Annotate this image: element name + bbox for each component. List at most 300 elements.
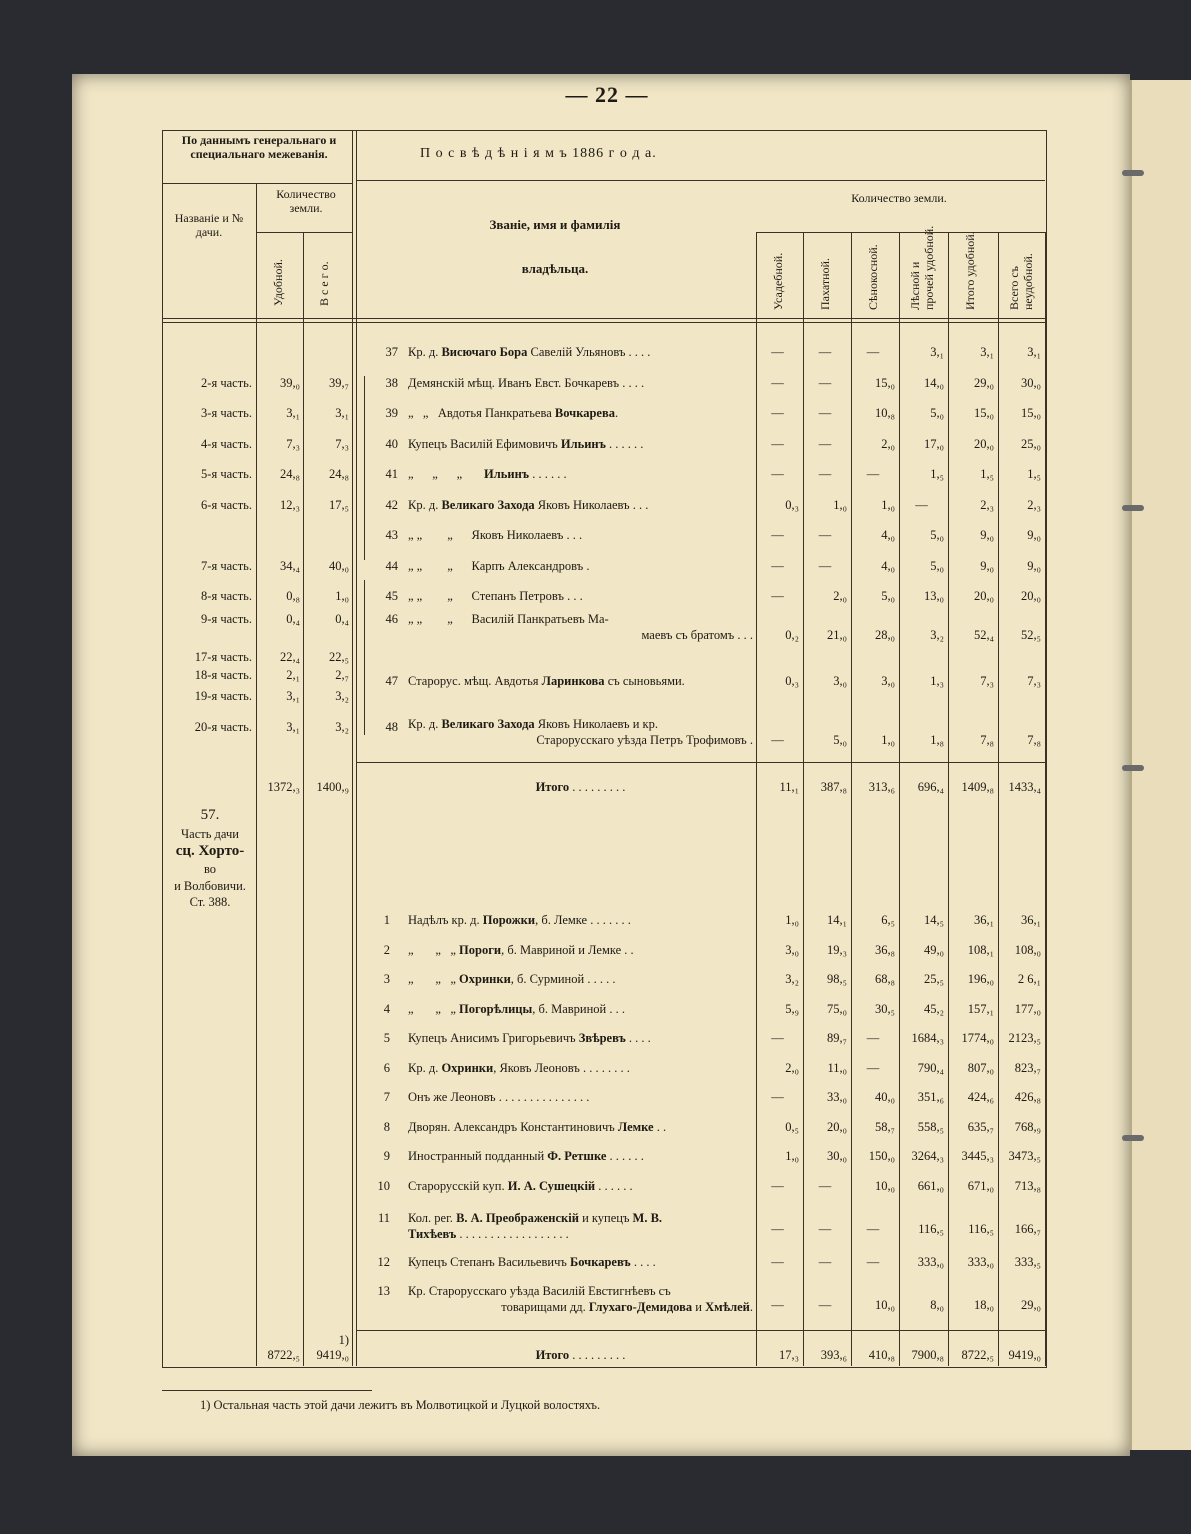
value-c5: 29,₀ [974, 375, 994, 390]
value-c2: 89,₇ [827, 1031, 847, 1045]
value-c5: 36,₁ [974, 913, 994, 927]
value-c5: 807,₀ [967, 1060, 994, 1075]
value-c6: 29,₀ [1021, 1298, 1041, 1312]
vsego-value: 3,₁ [335, 406, 349, 420]
value-c6: 768,₉ [1014, 1119, 1041, 1134]
value-c1: — [771, 1222, 784, 1236]
value-c3: 4,₀ [881, 558, 895, 573]
owner-name: Старорусскаго уѣзда Петръ Трофимовъ . [536, 733, 753, 747]
owner-name: Купецъ Степанъ Васильевичъ Бочкаревъ . . . . [408, 1255, 656, 1269]
value-c4: 13,₀ [924, 589, 944, 603]
vsego-value: 17,₅ [329, 497, 349, 512]
vsego-total: 9419,₀ [316, 1348, 349, 1362]
value-c4: — [915, 497, 928, 512]
row-number: 40 [385, 436, 398, 451]
value-c3: — [866, 467, 880, 481]
value-c2: 75,₀ [827, 1001, 847, 1016]
dacha-number: 57. [200, 807, 220, 823]
owner-name: Кр. д. Висючаго Бора Савелій Ульяновъ . . . . [408, 345, 651, 359]
value-c6: 1433,₄ [1008, 780, 1041, 794]
value-c5: 20,₀ [974, 436, 994, 451]
value-c4: 8,₀ [930, 1298, 944, 1312]
row-number: 1 [383, 913, 390, 927]
row-number: 5 [383, 1031, 390, 1045]
row-rule [162, 322, 1045, 323]
value-c5: 1409,₈ [961, 780, 994, 794]
value-c5: 7,₃ [980, 674, 994, 688]
value-c5: 2,₃ [980, 497, 994, 512]
value-c3: 10,₀ [875, 1178, 895, 1193]
value-c3: 3,₀ [881, 674, 895, 688]
value-c6: 9,₀ [1027, 558, 1041, 573]
row-rule [256, 232, 352, 233]
row-number: 10 [377, 1178, 390, 1193]
column-rule [803, 232, 804, 1366]
udobnoi-value: 12,₃ [280, 497, 300, 512]
owner-name: Онъ же Леоновъ . . . . . . . . . . . . . . . [408, 1090, 590, 1104]
udobnoi-total: 8722,₅ [267, 1348, 300, 1362]
part-label: 5-я часть. [201, 467, 252, 481]
header-vsego: В с е г о. [317, 261, 331, 306]
value-c1: — [771, 558, 784, 573]
value-c2: — [818, 375, 832, 390]
column-rule [851, 232, 852, 1366]
value-c6: 9419,₀ [1008, 1348, 1041, 1362]
value-c5: 15,₀ [974, 406, 994, 420]
value-c1: — [771, 1255, 784, 1269]
value-c4: 5,₀ [930, 406, 944, 420]
value-c1: 2,₀ [785, 1060, 799, 1075]
value-c4: 3,₁ [930, 345, 944, 359]
value-c4: 116,₅ [918, 1222, 944, 1236]
value-c6: 25,₀ [1021, 436, 1041, 451]
owner-name: Демянскій мѣщ. Иванъ Евст. Бочкаревъ . . . . [408, 375, 645, 390]
owner-name: „ „ „ Охринки, б. Сурминой . . . . . [408, 972, 616, 986]
value-c5: 424,₆ [967, 1090, 994, 1104]
value-c1: 1,₀ [785, 913, 799, 927]
value-c3: 1,₀ [881, 497, 895, 512]
value-c1: — [771, 589, 784, 603]
value-c6: 15,₀ [1021, 406, 1041, 420]
value-c4: 7900,₈ [911, 1348, 944, 1362]
footnote: 1) Остальная часть этой дачи лежитъ въ Молвотицкой и Луцкой волостяхъ. [200, 1398, 601, 1412]
row-number: 13 [377, 1284, 390, 1298]
owner-name: „ „ „ Ильинъ . . . . . . [408, 467, 567, 481]
part-label: 6-я часть. [201, 497, 252, 512]
value-c2: 11,₀ [827, 1060, 847, 1075]
value-c3: — [866, 1031, 880, 1045]
value-c4: 1,₃ [930, 674, 944, 688]
value-c5: 18,₀ [974, 1298, 994, 1312]
column-header-line: Всего съ [1007, 266, 1021, 310]
value-c2: 2,₀ [833, 589, 847, 603]
value-c2: 19,₃ [827, 942, 847, 957]
value-c4: 333,₀ [917, 1255, 944, 1269]
total-label: Итого . . . . . . . . . [535, 780, 626, 794]
value-c2: — [818, 558, 832, 573]
value-c1: — [771, 733, 784, 747]
row-number: 42 [385, 497, 398, 512]
owner-name: Купецъ Василій Ефимовичъ Ильинъ . . . . . . [408, 436, 644, 451]
value-c1: — [771, 436, 784, 451]
owner-name: Старорус. мѣщ. Авдотья Ларинкова съ сыновьями. [408, 674, 685, 688]
column-rule [899, 232, 900, 1366]
binding-stitch [1122, 505, 1144, 511]
owner-name: „ „ „ Пороги, б. Мавриной и Лемке . . [408, 942, 634, 957]
value-c5: 52,₄ [974, 628, 994, 642]
owner-name: „ „ „ Карпъ Александровъ . [408, 558, 590, 573]
value-c4: 351,₆ [917, 1090, 944, 1104]
vsego-value: 40,₀ [329, 558, 349, 573]
value-c1: — [771, 1298, 784, 1312]
value-c1: 0,₂ [785, 628, 799, 642]
vsego-value: 3,₂ [335, 689, 349, 703]
value-c3: 150,₀ [868, 1149, 895, 1163]
value-c5: 635,₇ [967, 1119, 994, 1134]
value-c2: — [818, 1255, 832, 1269]
value-c1: — [771, 1031, 784, 1045]
value-c6: 36,₁ [1021, 913, 1041, 927]
value-c3: 36,₈ [875, 942, 895, 957]
column-header [867, 244, 881, 310]
row-number: 43 [385, 528, 398, 542]
udobnoi-value: 2,₁ [286, 668, 300, 682]
value-c4: 661,₀ [917, 1178, 944, 1193]
column-header [772, 253, 786, 310]
binding-stitch [1122, 1135, 1144, 1141]
vsego-value: 0,₄ [335, 612, 349, 626]
value-c6: 713,₈ [1014, 1178, 1041, 1193]
value-c2: — [818, 345, 832, 359]
value-c3: 410,₈ [868, 1348, 895, 1362]
udobnoi-value: 24,₈ [280, 467, 300, 481]
value-c3: 313,₆ [868, 780, 895, 794]
value-c3: 40,₀ [875, 1090, 895, 1104]
value-c3: 68,₈ [875, 972, 895, 986]
footnote-mark: 1) [338, 1333, 349, 1347]
row-number: 37 [385, 345, 398, 359]
value-c3: 30,₅ [875, 1001, 895, 1016]
value-c4: 790,₄ [917, 1060, 944, 1075]
value-c2: — [818, 406, 832, 420]
owner-name: товарищами дд. Глухаго-Демидова и Хмѣлей. [501, 1300, 753, 1314]
udobnoi-value: 0,₄ [286, 612, 300, 626]
header-qty-land-2: Количество земли. [851, 191, 947, 205]
row-number: 8 [383, 1119, 390, 1134]
row-number: 11 [377, 1211, 390, 1225]
owner-name: Надѣлъ кр. д. Порожки, б. Лемке . . . . . . . [408, 913, 631, 927]
value-c2: 393,₆ [820, 1348, 847, 1362]
column-header-line: Сѣнокосной. [866, 244, 880, 310]
footnote-rule [162, 1390, 372, 1391]
column-header-line: Усадебной. [771, 252, 785, 310]
value-c6: 333,₅ [1014, 1255, 1041, 1269]
value-c1: — [771, 528, 784, 542]
owner-name: „ „ „ Василій Панкратьевъ Ма- [408, 612, 609, 626]
vsego-value: 1,₀ [335, 589, 349, 603]
row-number: 38 [385, 375, 398, 390]
value-c3: 10,₀ [875, 1298, 895, 1312]
value-c1: 0,₅ [785, 1119, 799, 1134]
value-c5: 3,₁ [980, 345, 994, 359]
value-c6: 7,₃ [1027, 674, 1041, 688]
value-c3: — [866, 1222, 880, 1236]
row-rule [162, 318, 1045, 319]
owner-name: Купецъ Анисимъ Григорьевичъ Звѣревъ . . . . [408, 1031, 651, 1045]
value-c2: — [818, 1298, 832, 1312]
owner-name: маевъ съ братомъ . . . [641, 628, 753, 642]
row-rule [356, 180, 1045, 181]
value-c3: 5,₀ [881, 589, 895, 603]
value-c6: 2 6,₁ [1017, 972, 1041, 986]
value-c1: 5,₉ [785, 1001, 799, 1016]
owner-name: Кр. д. Великаго Захода Яковъ Николаевъ и кр. [408, 717, 659, 731]
owner-name: Тихѣевъ . . . . . . . . . . . . . . . . . . [408, 1227, 569, 1241]
value-c2: — [818, 1178, 832, 1193]
column-rule [1045, 232, 1046, 1366]
row-rule [356, 762, 1045, 763]
row-number: 12 [377, 1255, 390, 1269]
udobnoi-total: 1372,₃ [267, 780, 300, 794]
column-rule [948, 232, 949, 1366]
value-c2: — [818, 528, 832, 542]
value-c6: 2,₃ [1027, 497, 1041, 512]
row-number: 39 [385, 406, 398, 420]
value-c5: 1,₅ [980, 467, 994, 481]
row-number: 44 [385, 558, 398, 573]
udobnoi-value: 34,₄ [280, 558, 300, 573]
value-c5: 333,₀ [967, 1255, 994, 1269]
vsego-value: 39,₇ [329, 375, 349, 390]
row-rule [162, 183, 352, 184]
dacha-line: Часть дачи [181, 826, 239, 841]
value-c5: 196,₀ [967, 972, 994, 986]
value-c3: 15,₀ [875, 375, 895, 390]
header-udobnoi: Удобной. [271, 259, 285, 306]
column-header [964, 231, 978, 310]
value-c4: 17,₀ [924, 436, 944, 451]
column-header-line: Итого удобной. [963, 231, 977, 310]
row-rule [356, 1330, 1045, 1331]
value-c4: 25,₅ [924, 972, 944, 986]
value-c2: 98,₅ [827, 972, 847, 986]
column-rule [303, 232, 304, 1366]
value-c6: 108,₀ [1014, 942, 1041, 957]
value-c1: 3,₀ [785, 942, 799, 957]
value-c2: 20,₀ [827, 1119, 847, 1134]
value-c5: 9,₀ [980, 528, 994, 542]
value-c3: — [866, 1060, 880, 1075]
dacha-line: и Волбовичи. [174, 878, 246, 893]
value-c2: 14,₁ [827, 913, 847, 927]
vsego-value: 7,₃ [335, 436, 349, 451]
value-c5: 1774,₀ [961, 1031, 994, 1045]
value-c4: 5,₀ [930, 558, 944, 573]
part-label: 4-я часть. [201, 436, 252, 451]
row-number: 2 [383, 942, 390, 957]
value-c6: 3,₁ [1027, 345, 1041, 359]
row-number: 7 [383, 1090, 390, 1104]
value-c4: 14,₀ [924, 375, 944, 390]
value-c4: 1684,₃ [911, 1031, 944, 1045]
value-c1: — [771, 375, 784, 390]
value-c3: 6,₅ [881, 913, 895, 927]
column-header-line: Пахатной. [818, 258, 832, 310]
value-c4: 45,₂ [924, 1001, 944, 1016]
dacha-57-label [164, 806, 256, 910]
value-c1: 3,₂ [785, 972, 799, 986]
value-c1: — [771, 1090, 784, 1104]
value-c3: — [866, 345, 880, 359]
vsego-total: 1400,₉ [316, 780, 349, 794]
part-label: 18-я часть. [194, 668, 252, 682]
value-c4: 3264,₃ [911, 1149, 944, 1163]
value-c6: 3473,₅ [1008, 1149, 1041, 1163]
owner-name: Дворян. Александръ Константиновичъ Лемке . . [408, 1119, 667, 1134]
vsego-value: 24,₈ [329, 467, 349, 481]
value-c3: 4,₀ [881, 528, 895, 542]
row-number: 4 [383, 1001, 390, 1016]
part-label: 7-я часть. [201, 558, 252, 573]
value-c3: — [866, 1255, 880, 1269]
value-c5: 116,₅ [968, 1222, 994, 1236]
value-c2: 5,₀ [833, 733, 847, 747]
value-c4: 49,₀ [924, 942, 944, 957]
owner-name: „ „ „ Яковъ Николаевъ . . . [408, 528, 583, 542]
row-rule [756, 232, 1045, 233]
value-c6: 7,₈ [1027, 733, 1041, 747]
value-c1: — [771, 1178, 784, 1193]
value-c2: — [818, 1222, 832, 1236]
value-c4: 14,₅ [924, 913, 944, 927]
value-c2: 3,₀ [833, 674, 847, 688]
column-header [1008, 253, 1036, 310]
column-header-line: прочей удобной. [921, 225, 936, 310]
value-c3: 10,₈ [875, 406, 895, 420]
value-c2: 30,₀ [827, 1149, 847, 1163]
owner-name: Старорусскій куп. И. А. Сушецкій . . . . . . [408, 1178, 633, 1193]
column-header [819, 258, 833, 310]
value-c1: 1,₀ [785, 1149, 799, 1163]
udobnoi-value: 3,₁ [286, 720, 300, 734]
dacha-line: сц. Хорто- [175, 842, 245, 859]
udobnoi-value: 0,₈ [286, 589, 300, 603]
owner-name: Кол. рег. В. А. Преображенскій и купецъ М. В. [408, 1211, 663, 1225]
column-rule [756, 232, 757, 1366]
column-rule [256, 183, 257, 1366]
value-c4: 696,₄ [917, 780, 944, 794]
value-c2: — [818, 436, 832, 451]
udobnoi-value: 39,₀ [280, 375, 300, 390]
value-c1: 11,₁ [779, 780, 799, 794]
value-c4: 1,₈ [930, 733, 944, 747]
dacha-line: Ст. 388. [189, 894, 231, 909]
value-c6: 426,₈ [1014, 1090, 1041, 1104]
value-c6: 823,₇ [1014, 1060, 1041, 1075]
value-c1: 0,₃ [785, 674, 799, 688]
value-c1: — [771, 345, 784, 359]
value-c2: 21,₀ [827, 628, 847, 642]
header-qty-land: Количество земли. [276, 187, 336, 215]
page-number: — 22 — [565, 82, 649, 107]
row-number: 45 [385, 589, 398, 603]
value-c5: 108,₁ [967, 942, 994, 957]
value-c6: 1,₅ [1027, 467, 1041, 481]
owner-name: „ „ Авдотья Панкратьева Вочкарева. [408, 406, 619, 420]
value-c3: 28,₀ [875, 628, 895, 642]
value-c1: — [771, 467, 784, 481]
value-c5: 3445,₃ [961, 1149, 994, 1163]
row-number: 9 [383, 1149, 390, 1163]
value-c6: 9,₀ [1027, 528, 1041, 542]
header-general-survey: По даннымъ генеральнаго и специальнаго межеванія. [181, 133, 337, 161]
part-label: 17-я часть. [194, 650, 252, 664]
row-number: 6 [383, 1060, 390, 1075]
row-number: 46 [385, 612, 398, 626]
column-rule [356, 130, 357, 1366]
value-c6: 52,₅ [1021, 628, 1041, 642]
header-owner-2: владѣльца. [521, 261, 589, 276]
value-c4: 3,₂ [930, 628, 944, 642]
column-header [909, 226, 937, 310]
value-c6: 177,₀ [1014, 1001, 1041, 1016]
value-c6: 20,₀ [1021, 589, 1041, 603]
binding-stitch [1122, 765, 1144, 771]
value-c1: — [771, 406, 784, 420]
value-c2: 387,₈ [820, 780, 847, 794]
udobnoi-value: 22,₄ [280, 650, 300, 664]
value-c5: 7,₈ [980, 733, 994, 747]
header-1886: П о с в ѣ д ѣ н і я м ъ 1886 г о д а. [420, 146, 657, 161]
value-c1: 0,₃ [785, 497, 799, 512]
vsego-value: 22,₅ [329, 650, 349, 664]
part-label: 19-я часть. [194, 689, 252, 703]
header-dacha-name: Названіе и № дачи. [174, 211, 244, 239]
value-c4: 1,₅ [930, 467, 944, 481]
value-c5: 9,₀ [980, 558, 994, 573]
value-c5: 671,₀ [967, 1178, 994, 1193]
value-c6: 166,₇ [1014, 1222, 1041, 1236]
column-rule [352, 130, 353, 1366]
udobnoi-value: 3,₁ [286, 406, 300, 420]
udobnoi-value: 3,₁ [286, 689, 300, 703]
value-c6: 2123,₅ [1008, 1031, 1041, 1045]
owner-name: „ „ „ Степанъ Петровъ . . . [408, 589, 583, 603]
brace [364, 376, 369, 560]
row-number: 3 [383, 972, 390, 986]
value-c3: 1,₀ [881, 733, 895, 747]
value-c4: 558,₅ [917, 1119, 944, 1134]
part-label: 9-я часть. [201, 612, 252, 626]
owner-name: „ „ „ Погорѣлицы, б. Мавриной . . . [408, 1001, 625, 1016]
part-label: 2-я часть. [201, 375, 252, 390]
vsego-value: 2,₇ [335, 668, 349, 682]
row-number: 47 [385, 674, 398, 688]
owner-name: Кр. Старорусскаго уѣзда Василій Евстигнѣевъ съ [408, 1284, 671, 1298]
owner-name: Кр. д. Охринки, Яковъ Леоновъ . . . . . . . . [408, 1060, 630, 1075]
row-number: 48 [385, 720, 398, 734]
udobnoi-value: 7,₃ [286, 436, 300, 451]
dacha-line: во [203, 862, 217, 877]
part-label: 8-я часть. [201, 589, 252, 603]
column-header-line: неудобной. [1020, 253, 1035, 310]
value-c5: 157,₁ [967, 1001, 994, 1016]
value-c3: 58,₇ [875, 1119, 895, 1134]
part-label: 20-я часть. [194, 720, 252, 734]
vsego-value: 3,₂ [335, 720, 349, 734]
part-label: 3-я часть. [201, 406, 252, 420]
owner-name: Кр. д. Великаго Захода Яковъ Николаевъ . . . [408, 497, 649, 512]
